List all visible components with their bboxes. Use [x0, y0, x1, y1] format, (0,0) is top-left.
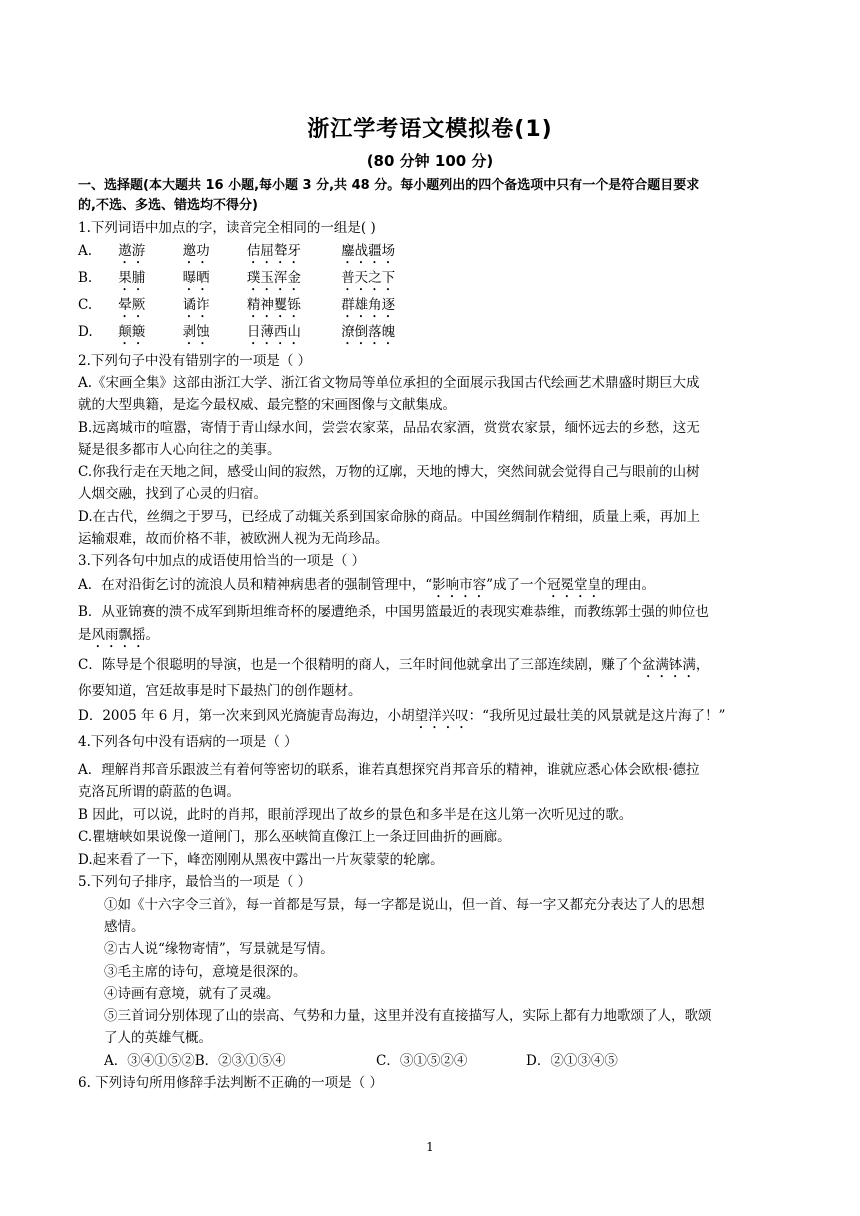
question-5-sentence: ⑤三首词分别体现了山的崇高、气势和力量，这里并没有直接描写人，实际上都有力地歌颂了人，歌颂: [104, 1008, 712, 1024]
option-word: 邀功: [182, 243, 210, 259]
option-word: 剥蚀: [182, 324, 210, 340]
option-label: A.: [78, 243, 93, 259]
question-3-stem: 3.下列各句中加点的成语使用恰当的一项是（ ）: [78, 553, 366, 569]
option-word: 群雄角逐: [341, 297, 396, 313]
question-1-option-b: [78, 268, 788, 294]
section-instructions-line2: 的,不选、多选、错选均不得分): [78, 198, 258, 213]
question-4-line: C.瞿塘峡如果说像一道闸门，那么巫峡简直像江上一条迂回曲折的画廊。: [78, 829, 511, 845]
text-segment: 。: [145, 627, 159, 643]
question-5-sentence: ②古人说“缘物寄情”，写景就是写情。: [104, 941, 334, 957]
dotted-phrase: 盆满钵满: [641, 657, 696, 673]
question-2-line: D.在古代，丝绸之于罗马，已经成了动辄关系到国家命脉的商品。中国丝绸制作精细，质量上乘，再加上: [78, 509, 701, 525]
question-5-sentence: 感情。: [104, 919, 145, 935]
question-1-option-a: [78, 241, 788, 267]
text-segment: 的理由。: [601, 577, 656, 593]
question-4-stem: 4.下列各句中没有语病的一项是（ ）: [78, 734, 298, 750]
page-title: 浙江学考语文模拟卷(1): [307, 117, 553, 142]
text-segment: ，: [695, 657, 710, 673]
question-2-line: 运输艰难，故而价格不菲，被欧洲人视为无尚珍品。: [78, 531, 389, 547]
question-3-option-b-line2: [78, 625, 788, 651]
question-4-line: A．理解肖邦音乐跟波兰有着何等密切的联系，谁若真想探究肖邦音乐的精神，谁就应悉心体会欧根·德拉: [78, 762, 700, 778]
text-segment: D．2005 年 6 月，第一次来到风光旖旎青岛海边，小胡: [78, 708, 415, 724]
question-5-sentence: 了人的英雄气概。: [104, 1030, 212, 1046]
question-3-option-b-line1: B．从亚锦赛的溃不成军到斯坦维奇杯的屡遭绝杀，中国男篮最近的表现实难恭维，而教练郭士强的帅位也: [78, 604, 709, 620]
option-word: 果脯: [118, 270, 146, 286]
dotted-phrase: 望洋兴叹: [414, 708, 469, 724]
option-word: 鏖战疆场: [341, 243, 396, 259]
option-word: 曝晒: [182, 270, 210, 286]
option-word: 佶屈聱牙: [246, 243, 301, 259]
question-2-line: B.远离城市的喧嚣，寄情于青山绿水间，尝尝农家菜，品品农家酒，赏赏农家景，缅怀远去的乡愁，这无: [78, 420, 700, 436]
question-4-line: B 因此，可以说，此时的肖邦，眼前浮现出了故乡的景色和多半是在这儿第一次听见过的歌。: [78, 807, 633, 823]
question-5-sentence: ①如《十六字令三首》，每一首都是写景，每一字都是说山，但一首、每一字又都充分表达了人的思想: [104, 897, 705, 913]
question-2-line: 人烟交融，找到了心灵的归宿。: [78, 486, 267, 502]
choice: C．③①⑤②④: [376, 1053, 468, 1069]
question-1-stem: 1.下列词语中加点的字，读音完全相同的一组是( ): [78, 220, 376, 236]
text-segment: ”成了一个: [486, 577, 548, 593]
choice: D．②①③④⑤: [526, 1053, 618, 1069]
question-5-stem: 5.下列句子排序，最恰当的一项是（ ）: [78, 874, 312, 890]
option-label: B.: [78, 270, 93, 286]
question-1-option-c: [78, 295, 788, 321]
question-2-line: 疑是很多都市人心向往之的美事。: [78, 442, 281, 458]
text-segment: A．在对沿街乞讨的流浪人员和精神病患者的强制管理中，“: [78, 577, 433, 593]
question-4-line: 克洛瓦所谓的蔚蓝的色调。: [78, 784, 240, 800]
page-number: 1: [426, 1140, 434, 1154]
question-3-option-c-line2: 你要知道，宫廷故事是时下最热门的创作题材。: [78, 683, 362, 699]
option-label: C.: [78, 297, 93, 313]
question-2-line: C.你我行走在天地之间，感受山间的寂然，万物的辽廓，天地的博大，突然间就会觉得自己与眼前的山树: [78, 464, 700, 480]
question-3-option-a: [78, 575, 788, 601]
option-word: 谲诈: [182, 297, 210, 313]
question-3-option-d: [78, 706, 788, 732]
question-2-line: A.《宋画全集》这部由浙江大学、浙江省文物局等单位承担的全面展示我国古代绘画艺术鼎盛时期巨大成: [78, 375, 700, 391]
question-5-choices: [104, 1051, 814, 1071]
text-segment: ：“我所见过最壮美的风景就是这片海了！”: [468, 708, 726, 724]
question-1-option-d: [78, 322, 788, 348]
option-word: 璞玉浑金: [246, 270, 301, 286]
question-4-line: D.起来看了一下，峰峦刚刚从黑夜中露出一片灰蒙蒙的轮廓。: [78, 852, 444, 868]
option-word: 精神矍铄: [246, 297, 301, 313]
page-subtitle: (80 分钟 100 分): [366, 152, 494, 170]
text-segment: C．陈导是个很聪明的导演，也是一个很精明的商人，三年时间他就拿出了三部连续剧，赚了个: [78, 657, 642, 673]
option-word: 遨游: [118, 243, 146, 259]
choice: A．③④①⑤②B．②③①⑤④: [104, 1053, 286, 1069]
question-5-sentence: ③毛主席的诗句，意境是很深的。: [104, 964, 307, 980]
option-word: 颠簸: [118, 324, 146, 340]
question-2-line: 就的大型典籍，是迄今最权威、最完整的宋画图像与文献集成。: [78, 397, 456, 413]
question-3-option-c-line1: [78, 655, 788, 681]
question-5-sentence: ④诗画有意境，就有了灵魂。: [104, 986, 280, 1002]
question-2-stem: 2.下列句子中没有错别字的一项是（ ）: [78, 353, 312, 369]
section-instructions-line1: 一、选择题(本大题共 16 小题,每小题 3 分,共 48 分。每小题列出的四个备选项中只有一个是符合题目要求: [78, 178, 700, 193]
dotted-phrase: 冠冕堂皇: [547, 577, 602, 593]
text-segment: 是: [78, 627, 92, 643]
dotted-phrase: 风雨飘摇: [91, 627, 146, 643]
question-6-stem: 6. 下列诗句所用修辞手法判断不正确的一项是（ ）: [78, 1075, 383, 1091]
option-word: 晕厥: [118, 297, 146, 313]
option-word: 普天之下: [341, 270, 396, 286]
dotted-phrase: 影响市容: [432, 577, 487, 593]
option-label: D.: [78, 324, 93, 340]
option-word: 潦倒落魄: [341, 324, 396, 340]
option-word: 日薄西山: [246, 324, 301, 340]
